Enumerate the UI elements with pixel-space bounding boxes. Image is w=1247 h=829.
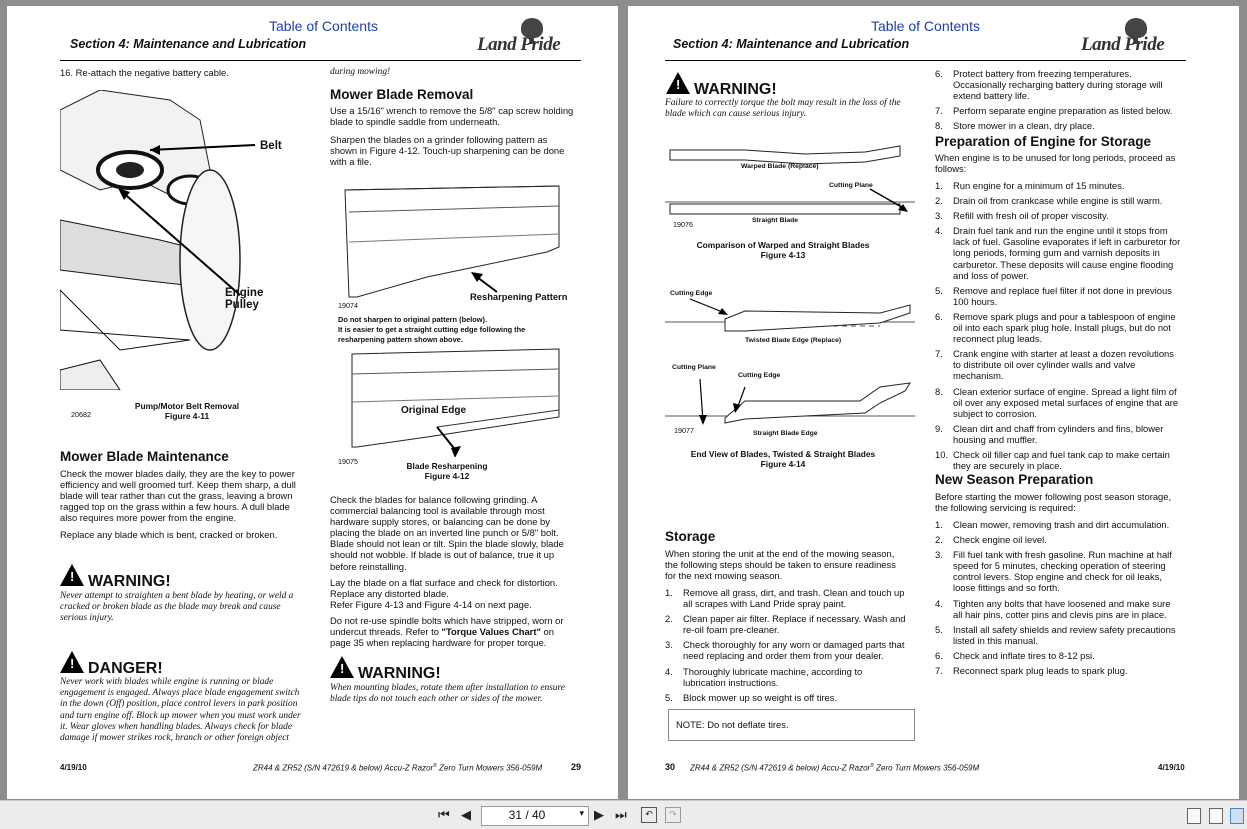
page-29	[7, 6, 618, 799]
distortion-paragraph: Lay the blade on a flat surface and check for distortion. Replace any distorted blade. Refer Figure 4-13 and Figure 4-14 on next page.	[330, 577, 558, 611]
mower-blade-maintenance-heading: Mower Blade Maintenance	[60, 449, 229, 464]
sharpen-note: Do not sharpen to original pattern (below). It is easier to get a straight cutting edge following the resharpening pattern shown above.	[338, 315, 526, 344]
sharpen-paragraph: Sharpen the blades on a grinder following pattern as shown in Figure 4-12. Touch-up sharpening can be done with a file.	[330, 134, 565, 168]
warning-block: ! WARNING!	[60, 564, 84, 586]
page-number: 29	[571, 762, 582, 772]
torque-values-link[interactable]: "Torque Values Chart"	[441, 626, 541, 638]
figure-caption: Comparison of Warped and Straight Blades Figure 4-13	[696, 240, 870, 260]
header-rule	[60, 60, 581, 61]
continuous-view-icon[interactable]	[1209, 808, 1223, 824]
single-page-view-icon[interactable]	[1187, 808, 1201, 824]
straight-edge-label: Straight Blade Edge	[753, 430, 818, 437]
cutting-plane-label: Cutting Plane	[672, 364, 716, 371]
two-page-view-icon[interactable]	[1230, 808, 1244, 824]
maintenance-paragraph: Check the mower blades daily, they are the key to power efficiency and well groomed turf. Keep them sharp, a dull blade will tear rather than cut the grass, leaving a brown ragged top on the grass within a few hours. A dull blade also requires more power from the engine.	[60, 468, 296, 524]
figure-number: 20682	[71, 410, 91, 419]
page-number: 30	[665, 762, 676, 772]
twisted-vs-straight-illustration	[665, 291, 915, 431]
cutting-edge-label: Cutting Edge	[670, 290, 713, 297]
warning-icon: !	[666, 72, 690, 94]
previous-page-button[interactable]: ◀	[461, 807, 471, 822]
warning-icon: !	[330, 656, 354, 678]
figure-number: 19076	[673, 220, 693, 229]
land-pride-logo: Land Pride	[475, 16, 585, 56]
warning-text: When mounting blades, rotate them after installation to ensure blade tips do not touch each other or sides of the mower.	[330, 683, 565, 705]
figure-number: 19074	[338, 301, 358, 310]
warped-blade-label: Warped Blade (Replace)	[741, 163, 819, 170]
footer-date: 4/19/10	[1158, 763, 1185, 772]
balance-paragraph: Check the blades for balance following grinding. A commercial balancing tool is available through most hardware supply stores, or balancing can be done by placing the blade on an inverted line punch or 5/8" bolt. Blade should not lean or tilt. Spin the blade slowly, blade should not wobble. If blade is out of balance, true it up before reinstalling.	[330, 494, 564, 572]
note-box	[668, 709, 915, 741]
storage-heading: Storage	[665, 529, 716, 544]
straight-blade-label: Straight Blade	[752, 217, 799, 224]
danger-block: ! DANGER!	[60, 651, 84, 673]
new-season-intro: Before starting the mower following post season storage, the following servicing is required:	[935, 491, 1172, 514]
resharpening-pattern-label: Resharpening Pattern	[470, 291, 568, 302]
viewer-toolbar	[0, 800, 1247, 829]
warped-vs-straight-illustration	[665, 144, 915, 224]
footer-model: ZR44 & ZR52 (S/N 472619 & below) Accu-Z Razor® Zero Turn Mowers 356-059M	[690, 763, 980, 773]
engine-pulley-label: Engine Pulley	[225, 287, 264, 311]
chevron-down-icon[interactable]: ▾	[579, 808, 584, 818]
spindle-paragraph: Do not re-use spindle bolts which have stripped, worn or undercut threads. Refer to "Torque Values Chart" on page 35 when replacing hardware for proper torque.	[330, 615, 564, 649]
continued-text: during mowing!	[330, 67, 391, 77]
cutting-edge-label: Cutting Edge	[738, 372, 781, 379]
replace-paragraph: Replace any blade which is bent, cracked or broken.	[60, 529, 278, 540]
figure-caption: Blade Resharpening Figure 4-12	[406, 461, 488, 481]
next-page-button[interactable]: ▶	[594, 807, 604, 822]
figure-4-11	[60, 90, 282, 390]
last-page-button[interactable]: ⏭	[615, 807, 627, 822]
figure-number: 19077	[674, 426, 694, 435]
original-edge-label: Original Edge	[401, 405, 467, 416]
toc-link[interactable]: Table of Contents	[269, 18, 378, 34]
warning-icon: !	[60, 564, 84, 586]
figure-caption: End View of Blades, Twisted & Straight Blades Figure 4-14	[690, 449, 876, 469]
header-rule	[665, 60, 1186, 61]
warning-block: ! WARNING!	[330, 656, 354, 678]
belt-pulley-illustration	[60, 90, 275, 390]
go-back-icon[interactable]: ↶	[641, 807, 657, 823]
new-season-heading: New Season Preparation	[935, 472, 1094, 487]
footer-date: 4/19/10	[60, 763, 87, 772]
warning-block: ! WARNING!	[666, 72, 690, 94]
danger-text: Never work with blades while engine is running or blade engagement is engaged. Always place blade engagement switch in the down (Off) position, place control levers in park position and turn engine off. Block up mower when you must work under it. Wear gloves when handling blades. Always check for blade damage if mower strikes rock, branch or other foreign object	[60, 677, 301, 744]
section-title: Section 4: Maintenance and Lubrication	[673, 37, 910, 51]
first-page-button[interactable]: ⏮	[438, 807, 450, 822]
note-text: NOTE: Do not deflate tires.	[676, 719, 789, 730]
danger-icon: !	[60, 651, 84, 673]
page-30: Table of Contents Section 4: Maintenance and Lubrication Land Pride ! WARNING! Failure to correctly torque the bolt may result in the loss of the blade which can cause serious injury. Warped Blade (Replace) Cutting Plane Straight Blade 19076 Comparison of Warped and Straight Blades Figure 4-13 Cutting Edge Twisted Blade Edge (Replace) Cutting Plane Cutting Edge 19077 Straight Blade Edge End View of Blades, Twisted & Straight Blades Figure 4-14 Storage When storing the unit at the end of the mowing season, the following steps should be taken to ensure readiness for the next mowing season. NOTE: Do not deflate tires. 30 ZR44 & ZR52 (S/N 472619 & below) Accu-Z Razor® Zero Turn Mowers 356-059M 4/19/10 1. Remove all grass, dirt, and trash. Clean and touch up all scrapes with Land Pride spray paint. 2. Clean paper air filter. Replace if necessary. Wash and re-oil foam pre-cleaner. 3. Check thoroughly for any worn or damaged parts that need replacing and order them from your dealer. 4. Thoroughly lubricate machine, according to lubrication instructions. 5. Block mower up so weight is off tires. 6. Protect battery from freezing temperatures. Occasionally recharging battery during storage will extend battery life. 7. Perform separate engine preparation as listed below. 8. Store mower in a clean, dry place. Preparation of Engine for Storage When engine is to be unused for long periods, proceed as follows: 1. Run engine for a minimum of 15 minutes. 2. Drain oil from crankcase while engine is still warm. 3. Refill with fresh oil of proper viscosity. 4. Drain fuel tank and run the engine until it stops from lack of fuel. Gasoline evaporates if left in carburetor for long periods, forming gum and varnish deposits in carburetor. These deposits will cause engine flooding and loss of power. 5. Remove and replace fuel filter if not done in previous 100 hours. 6. Remove spark plugs and pour a tablespoon of engine oil into each spark plug hole. Install plugs, but do not reconnect plug leads. 7. Crank engine with starter at least a dozen revolutions to distribute oil over cylinder walls and valve mechanism. 8. Clean exterior surface of engine. Spread a light film of oil over any exposed metal surfaces of engine that are subject to corrosion. 9. Clean dirt and chaff from cylinders and fins, blower housing and muffler. 10. Check oil filler cap and fuel tank cap to make certain they are securely in place. New Season Preparation Before starting the mower following post season storage, the following servicing is required: 1. Clean mower, removing trash and dirt accumulation. 2. Check engine oil level. 3. Fill fuel tank with fresh gasoline. Run machine at half speed for 5 minutes, checking operation of steering control levers. Stop engine and check for oil leaks, loose fittings and so forth. 4. Tighten any bolts that have loosened and make sure all hair pins, cotter pins and clevis pins are in place. 5. Install all safety shields and review safety precautions listed in this manual. 6. Check and inflate tires to 8-12 psi. 7. Reconnect spark plug leads to spark plug.	[628, 6, 1239, 799]
figure-number: 19075	[338, 457, 358, 466]
warning-text: Never attempt to straighten a bent blade by heating, or weld a cracked or broken blade as the blade may break and cause serious injury.	[60, 591, 294, 624]
cutting-plane-label: Cutting Plane	[829, 182, 873, 189]
step-16: 16. Re-attach the negative battery cable.	[60, 67, 229, 78]
warning-text: Failure to correctly torque the bolt may result in the loss of the blade which can cause serious injury.	[665, 98, 901, 120]
go-forward-icon[interactable]: ↷	[665, 807, 681, 823]
twisted-blade-label: Twisted Blade Edge (Replace)	[745, 337, 842, 344]
page-selector[interactable]	[481, 806, 589, 826]
storage-intro: When storing the unit at the end of the mowing season, the following steps should be taken to ensure readiness for the next mowing season.	[665, 548, 896, 582]
mower-blade-removal-heading: Mower Blade Removal	[330, 87, 474, 102]
section-title: Section 4: Maintenance and Lubrication	[70, 37, 307, 51]
engine-storage-heading: Preparation of Engine for Storage	[935, 134, 1152, 149]
removal-paragraph: Use a 15/16" wrench to remove the 5/8" cap screw holding blade to spindle saddle from underneath.	[330, 105, 574, 128]
figure-caption: Pump/Motor Belt Removal Figure 4-11	[134, 401, 240, 421]
footer-model: ZR44 & ZR52 (S/N 472619 & below) Accu-Z Razor® Zero Turn Mowers 356-059M	[253, 763, 543, 773]
toc-link[interactable]: Table of Contents	[871, 18, 980, 34]
engine-intro: When engine is to be unused for long periods, proceed as follows:	[935, 152, 1176, 175]
page-indicator: 31 / 40	[508, 808, 546, 822]
belt-label: Belt	[260, 140, 282, 152]
land-pride-logo: Land Pride	[1079, 16, 1189, 56]
